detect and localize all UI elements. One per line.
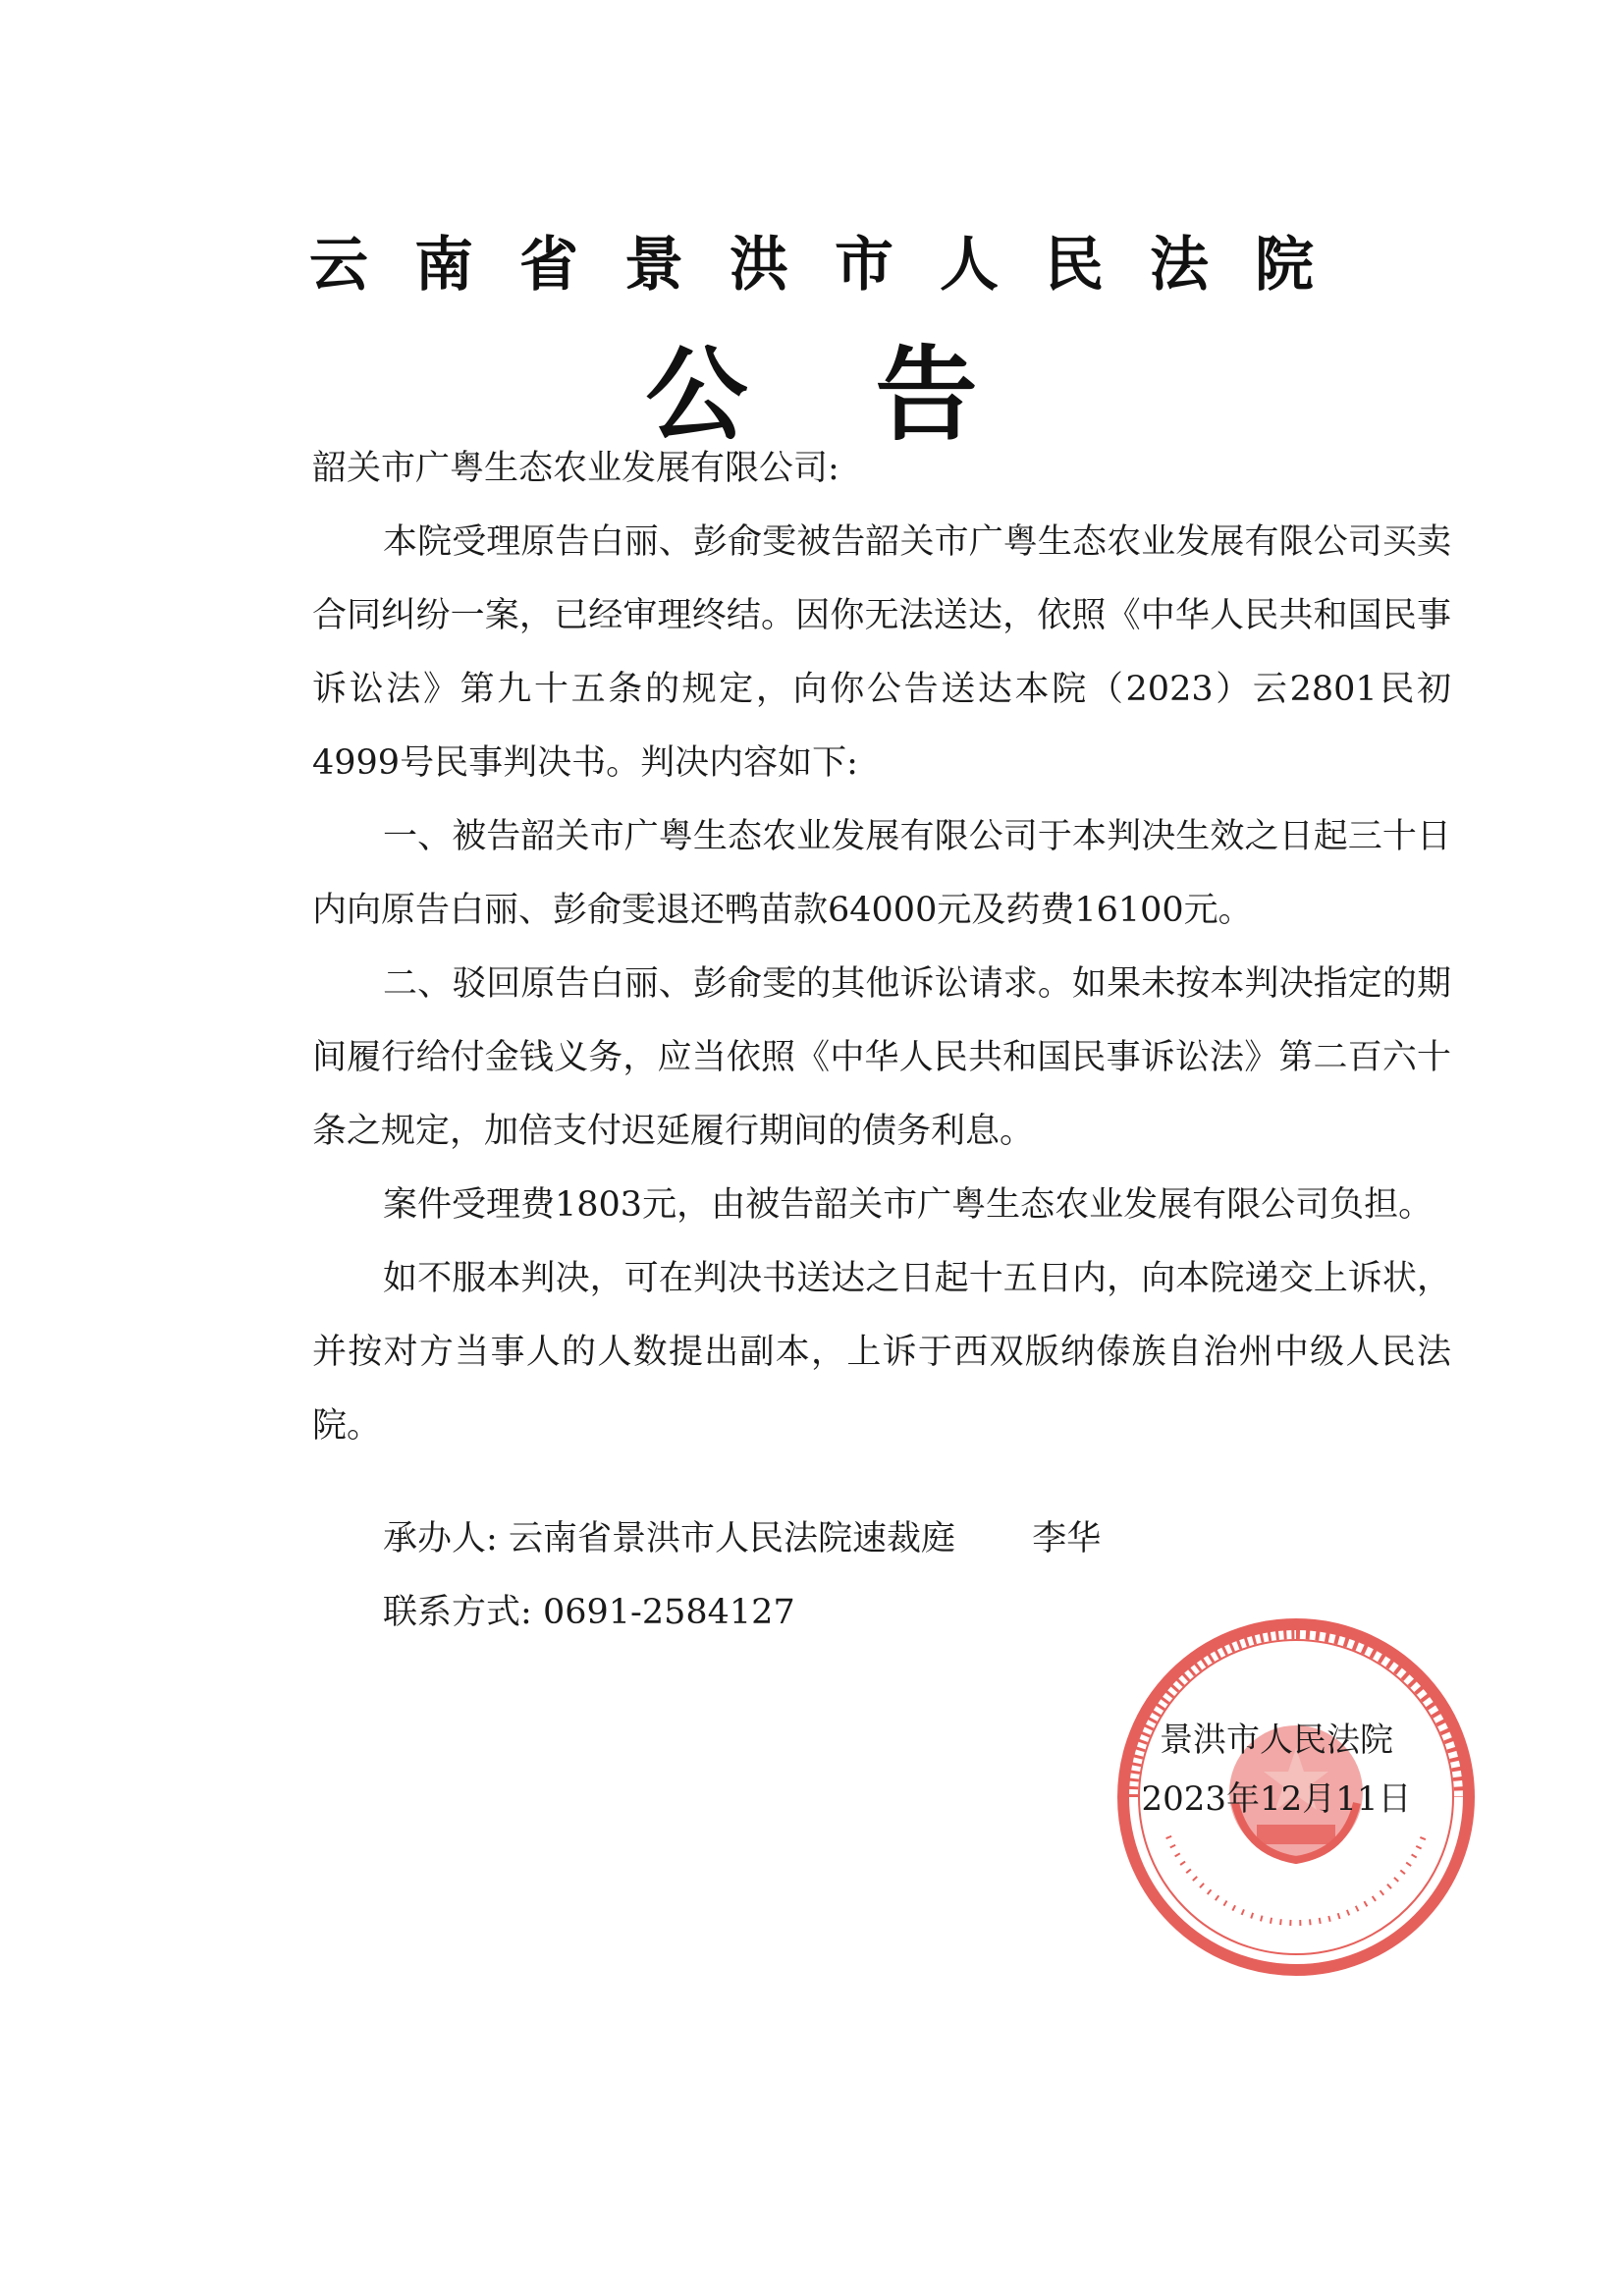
paragraph-appeal: 如不服本判决，可在判决书送达之日起十五日内，向本院递交上诉状，并按对方当事人的人数提出副本，上诉于西双版纳傣族自治州中级人民法院。 [312, 1259, 1451, 1446]
phone-label: 联系方式: [383, 1593, 532, 1632]
paragraph-case-intro: 本院受理原告白丽、彭俞雯被告韶关市广粤生态农业发展有限公司买卖合同纠纷一案，已经审理终结。因你无法送达，依照《中华人民共和国民事诉讼法》第九十五条的规定，向你公告送达本院（2023）云2801民初4999号民事判决书。判决内容如下: [312, 522, 1451, 783]
paragraph-judgment-2: 二、驳回原告白丽、彭俞雯的其他诉讼请求。如果未按本判决指定的期间履行给付金钱义务，应当依照《中华人民共和国民事诉讼法》第二百六十条之规定，加倍支付迟延履行期间的债务利息。 [312, 964, 1451, 1151]
notice-heading: 公告 [645, 335, 1106, 455]
phone-number: 0691-2584127 [542, 1593, 795, 1632]
issuer-name: 景洪市人民法院 [1160, 1721, 1393, 1760]
phone-line [383, 1576, 1101, 1650]
signature-block [1119, 1711, 1434, 1829]
paragraph-court-fee: 案件受理费1803元，由被告韶关市广粤生态农业发展有限公司负担。 [383, 1185, 1434, 1225]
handler-dept: 云南省景洪市人民法院速裁庭 [508, 1519, 955, 1558]
handler-line [383, 1503, 1101, 1576]
contact-block [383, 1503, 1101, 1650]
addressee: 韶关市广粤生态农业发展有限公司: [312, 449, 839, 488]
notice-body [312, 432, 1451, 1463]
court-name-heading: 云南省景洪市人民法院 [309, 231, 1360, 300]
handler-label: 承办人: [383, 1519, 498, 1558]
handler-name: 李华 [1032, 1519, 1102, 1558]
issue-date: 2023年12月11日 [1141, 1779, 1412, 1819]
paragraph-judgment-1: 一、被告韶关市广粤生态农业发展有限公司于本判决生效之日起三十日内向原告白丽、彭俞雯退还鸭苗款64000元及药费16100元。 [312, 817, 1451, 930]
